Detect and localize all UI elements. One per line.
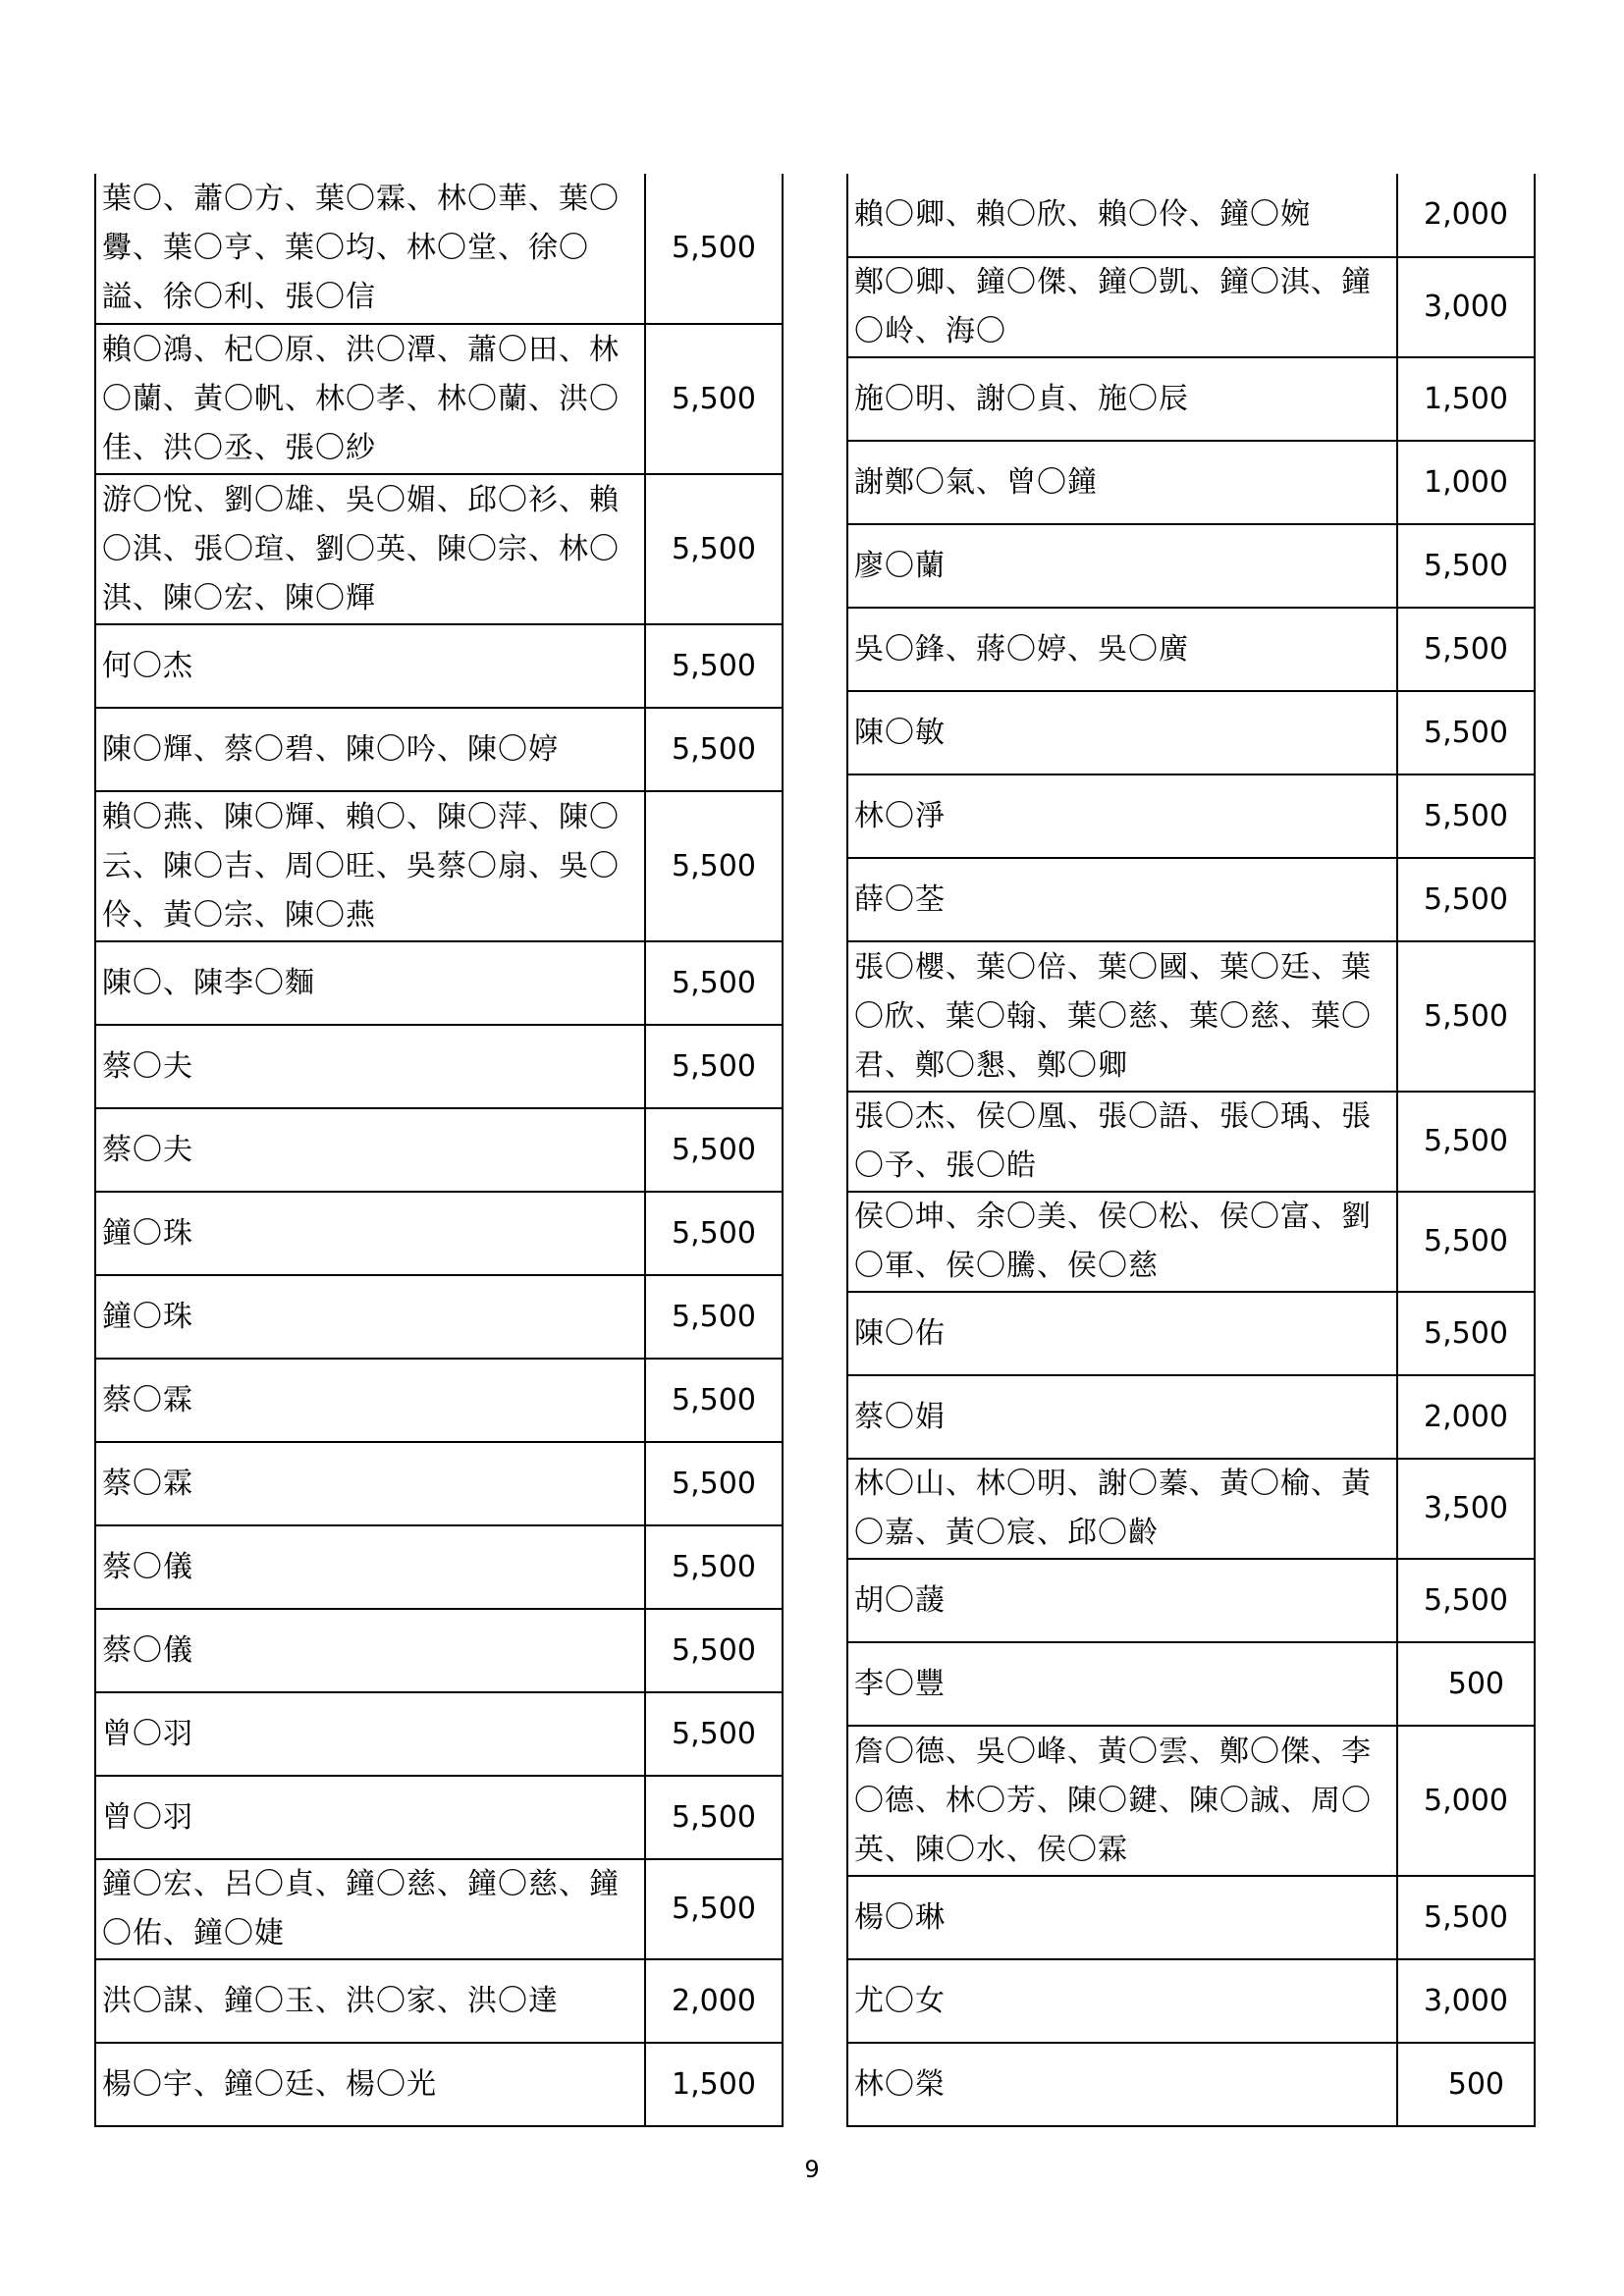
donor-names-cell: 林〇山、林〇明、謝〇蓁、黃〇榆、黃〇嘉、黃〇宸、邱〇齡 xyxy=(847,1459,1397,1559)
donation-amount-cell: 5,500 xyxy=(1397,858,1535,941)
donor-names-cell: 鐘〇珠 xyxy=(95,1192,645,1275)
table-row xyxy=(847,357,1535,441)
donor-names-cell: 廖〇蘭 xyxy=(847,524,1397,608)
donation-amount-cell: 3,000 xyxy=(1397,1959,1535,2043)
donation-amount-cell: 5,500 xyxy=(1397,1876,1535,1959)
table-row xyxy=(847,1876,1535,1959)
donor-table-left-body xyxy=(95,174,783,2126)
donation-amount-cell: 5,000 xyxy=(1397,1726,1535,1876)
table-row xyxy=(95,2043,783,2126)
donation-amount-cell: 5,500 xyxy=(645,1192,783,1275)
donor-names-cell: 施〇明、謝〇貞、施〇辰 xyxy=(847,357,1397,441)
table-row xyxy=(95,1359,783,1442)
donor-table-right xyxy=(846,174,1536,2127)
donor-names-cell: 何〇杰 xyxy=(95,624,645,708)
table-row xyxy=(95,1776,783,1859)
donor-names-cell: 曾〇羽 xyxy=(95,1692,645,1776)
page-number: 9 xyxy=(804,2156,820,2183)
table-row xyxy=(95,1108,783,1192)
donor-names-cell: 鄭〇卿、鐘〇傑、鐘〇凱、鐘〇淇、鐘〇岭、海〇 xyxy=(847,257,1397,357)
table-row xyxy=(95,1859,783,1959)
donor-names-cell: 洪〇謀、鐘〇玉、洪〇家、洪〇達 xyxy=(95,1959,645,2043)
donation-amount-cell: 5,500 xyxy=(645,1859,783,1959)
table-row xyxy=(95,624,783,708)
donor-names-cell: 侯〇坤、余〇美、侯〇松、侯〇富、劉〇軍、侯〇騰、侯〇慈 xyxy=(847,1192,1397,1292)
table-row xyxy=(95,941,783,1025)
donation-amount-cell: 5,500 xyxy=(645,1442,783,1525)
table-row xyxy=(95,1192,783,1275)
donor-names-cell: 胡〇蘐 xyxy=(847,1559,1397,1642)
donor-names-cell: 蔡〇霖 xyxy=(95,1442,645,1525)
donor-names-cell: 楊〇琳 xyxy=(847,1876,1397,1959)
table-row xyxy=(95,1525,783,1609)
donation-amount-cell: 5,500 xyxy=(645,941,783,1025)
donor-names-cell: 陳〇佑 xyxy=(847,1292,1397,1375)
donation-amount-cell: 5,500 xyxy=(645,1025,783,1108)
donor-names-cell: 蔡〇夫 xyxy=(95,1108,645,1192)
donation-amount-cell: 2,000 xyxy=(645,1959,783,2043)
table-row xyxy=(95,324,783,474)
table-row xyxy=(847,608,1535,691)
donor-names-cell: 鐘〇宏、呂〇貞、鐘〇慈、鐘〇慈、鐘〇佑、鐘〇婕 xyxy=(95,1859,645,1959)
table-row xyxy=(847,441,1535,524)
table-row xyxy=(95,174,783,324)
donation-amount-cell: 500 xyxy=(1397,2043,1535,2126)
table-row xyxy=(847,174,1535,257)
donation-amount-cell: 5,500 xyxy=(645,791,783,941)
donation-amount-cell: 5,500 xyxy=(1397,774,1535,858)
donor-names-cell: 蔡〇儀 xyxy=(95,1525,645,1609)
donation-amount-cell: 3,500 xyxy=(1397,1459,1535,1559)
donor-names-cell: 陳〇、陳李〇麵 xyxy=(95,941,645,1025)
donation-amount-cell: 5,500 xyxy=(1397,524,1535,608)
donor-names-cell: 李〇豐 xyxy=(847,1642,1397,1726)
donation-amount-cell: 5,500 xyxy=(645,708,783,791)
donation-amount-cell: 5,500 xyxy=(1397,1092,1535,1192)
table-row xyxy=(847,858,1535,941)
donor-names-cell: 吳〇鋒、蔣〇婷、吳〇廣 xyxy=(847,608,1397,691)
donation-amount-cell: 5,500 xyxy=(645,324,783,474)
donation-amount-cell: 5,500 xyxy=(645,624,783,708)
donation-amount-cell: 5,500 xyxy=(645,1776,783,1859)
donor-names-cell: 賴〇鴻、杞〇原、洪〇潭、蕭〇田、林〇蘭、黃〇帆、林〇孝、林〇蘭、洪〇佳、洪〇丞、張〇紗 xyxy=(95,324,645,474)
donor-names-cell: 蔡〇夫 xyxy=(95,1025,645,1108)
donor-names-cell: 詹〇德、吳〇峰、黃〇雲、鄭〇傑、李〇德、林〇芳、陳〇鍵、陳〇誠、周〇英、陳〇水、侯〇霖 xyxy=(847,1726,1397,1876)
donation-amount-cell: 5,500 xyxy=(645,1359,783,1442)
table-row xyxy=(847,1959,1535,2043)
table-row xyxy=(95,708,783,791)
donation-amount-cell: 5,500 xyxy=(645,1692,783,1776)
donor-names-cell: 林〇淨 xyxy=(847,774,1397,858)
donation-amount-cell: 5,500 xyxy=(645,174,783,324)
table-row xyxy=(847,1726,1535,1876)
donation-amount-cell: 3,000 xyxy=(1397,257,1535,357)
donor-names-cell: 游〇悅、劉〇雄、吳〇媚、邱〇衫、賴〇淇、張〇瑄、劉〇英、陳〇宗、林〇淇、陳〇宏、陳〇輝 xyxy=(95,474,645,624)
table-row xyxy=(847,1192,1535,1292)
donation-amount-cell: 5,500 xyxy=(645,474,783,624)
donation-amount-cell: 5,500 xyxy=(1397,1292,1535,1375)
donation-amount-cell: 5,500 xyxy=(645,1275,783,1359)
donor-names-cell: 鐘〇珠 xyxy=(95,1275,645,1359)
donation-amount-cell: 2,000 xyxy=(1397,174,1535,257)
table-row xyxy=(847,691,1535,774)
table-row xyxy=(847,1559,1535,1642)
table-row xyxy=(847,1642,1535,1726)
table-row xyxy=(847,257,1535,357)
donor-table-left xyxy=(94,174,784,2127)
donor-names-cell: 曾〇羽 xyxy=(95,1776,645,1859)
table-row xyxy=(95,474,783,624)
donor-names-cell: 葉〇、蕭〇方、葉〇霖、林〇華、葉〇釁、葉〇亨、葉〇均、林〇堂、徐〇謚、徐〇利、張〇信 xyxy=(95,174,645,324)
table-row xyxy=(95,1692,783,1776)
table-row xyxy=(95,1959,783,2043)
donor-table-right-body xyxy=(847,174,1535,2126)
donor-names-cell: 蔡〇儀 xyxy=(95,1609,645,1692)
donor-names-cell: 賴〇燕、陳〇輝、賴〇、陳〇萍、陳〇云、陳〇吉、周〇旺、吳蔡〇扇、吳〇伶、黃〇宗、陳〇燕 xyxy=(95,791,645,941)
donor-names-cell: 蔡〇霖 xyxy=(95,1359,645,1442)
donation-amount-cell: 5,500 xyxy=(1397,691,1535,774)
donor-names-cell: 薛〇荃 xyxy=(847,858,1397,941)
donation-amount-cell: 5,500 xyxy=(1397,941,1535,1092)
donation-amount-cell: 5,500 xyxy=(1397,608,1535,691)
table-row xyxy=(847,1375,1535,1459)
donor-names-cell: 蔡〇娟 xyxy=(847,1375,1397,1459)
donation-amount-cell: 500 xyxy=(1397,1642,1535,1726)
donation-amount-cell: 5,500 xyxy=(645,1108,783,1192)
table-row xyxy=(95,1025,783,1108)
table-row xyxy=(847,941,1535,1092)
donation-amount-cell: 1,500 xyxy=(1397,357,1535,441)
table-row xyxy=(95,1442,783,1525)
donation-amount-cell: 1,000 xyxy=(1397,441,1535,524)
table-row xyxy=(847,2043,1535,2126)
donation-amount-cell: 5,500 xyxy=(645,1609,783,1692)
donation-amount-cell: 5,500 xyxy=(1397,1559,1535,1642)
table-row xyxy=(95,1275,783,1359)
donor-names-cell: 楊〇宇、鐘〇廷、楊〇光 xyxy=(95,2043,645,2126)
donation-amount-cell: 1,500 xyxy=(645,2043,783,2126)
donor-names-cell: 張〇杰、侯〇凰、張〇語、張〇瑀、張〇予、張〇皓 xyxy=(847,1092,1397,1192)
table-row xyxy=(847,774,1535,858)
table-row xyxy=(847,1292,1535,1375)
table-row xyxy=(847,1459,1535,1559)
table-row xyxy=(95,1609,783,1692)
donor-names-cell: 陳〇敏 xyxy=(847,691,1397,774)
donation-amount-cell: 5,500 xyxy=(645,1525,783,1609)
donation-amount-cell: 5,500 xyxy=(1397,1192,1535,1292)
donation-amount-cell: 2,000 xyxy=(1397,1375,1535,1459)
donor-names-cell: 謝鄭〇氣、曾〇鐘 xyxy=(847,441,1397,524)
donor-names-cell: 張〇櫻、葉〇倍、葉〇國、葉〇廷、葉〇欣、葉〇翰、葉〇慈、葉〇慈、葉〇君、鄭〇懇、鄭〇卿 xyxy=(847,941,1397,1092)
donor-names-cell: 陳〇輝、蔡〇碧、陳〇吟、陳〇婷 xyxy=(95,708,645,791)
table-row xyxy=(847,524,1535,608)
table-row xyxy=(95,791,783,941)
table-row xyxy=(847,1092,1535,1192)
donor-names-cell: 林〇榮 xyxy=(847,2043,1397,2126)
donor-names-cell: 賴〇卿、賴〇欣、賴〇伶、鐘〇婉 xyxy=(847,174,1397,257)
donor-names-cell: 尤〇女 xyxy=(847,1959,1397,2043)
